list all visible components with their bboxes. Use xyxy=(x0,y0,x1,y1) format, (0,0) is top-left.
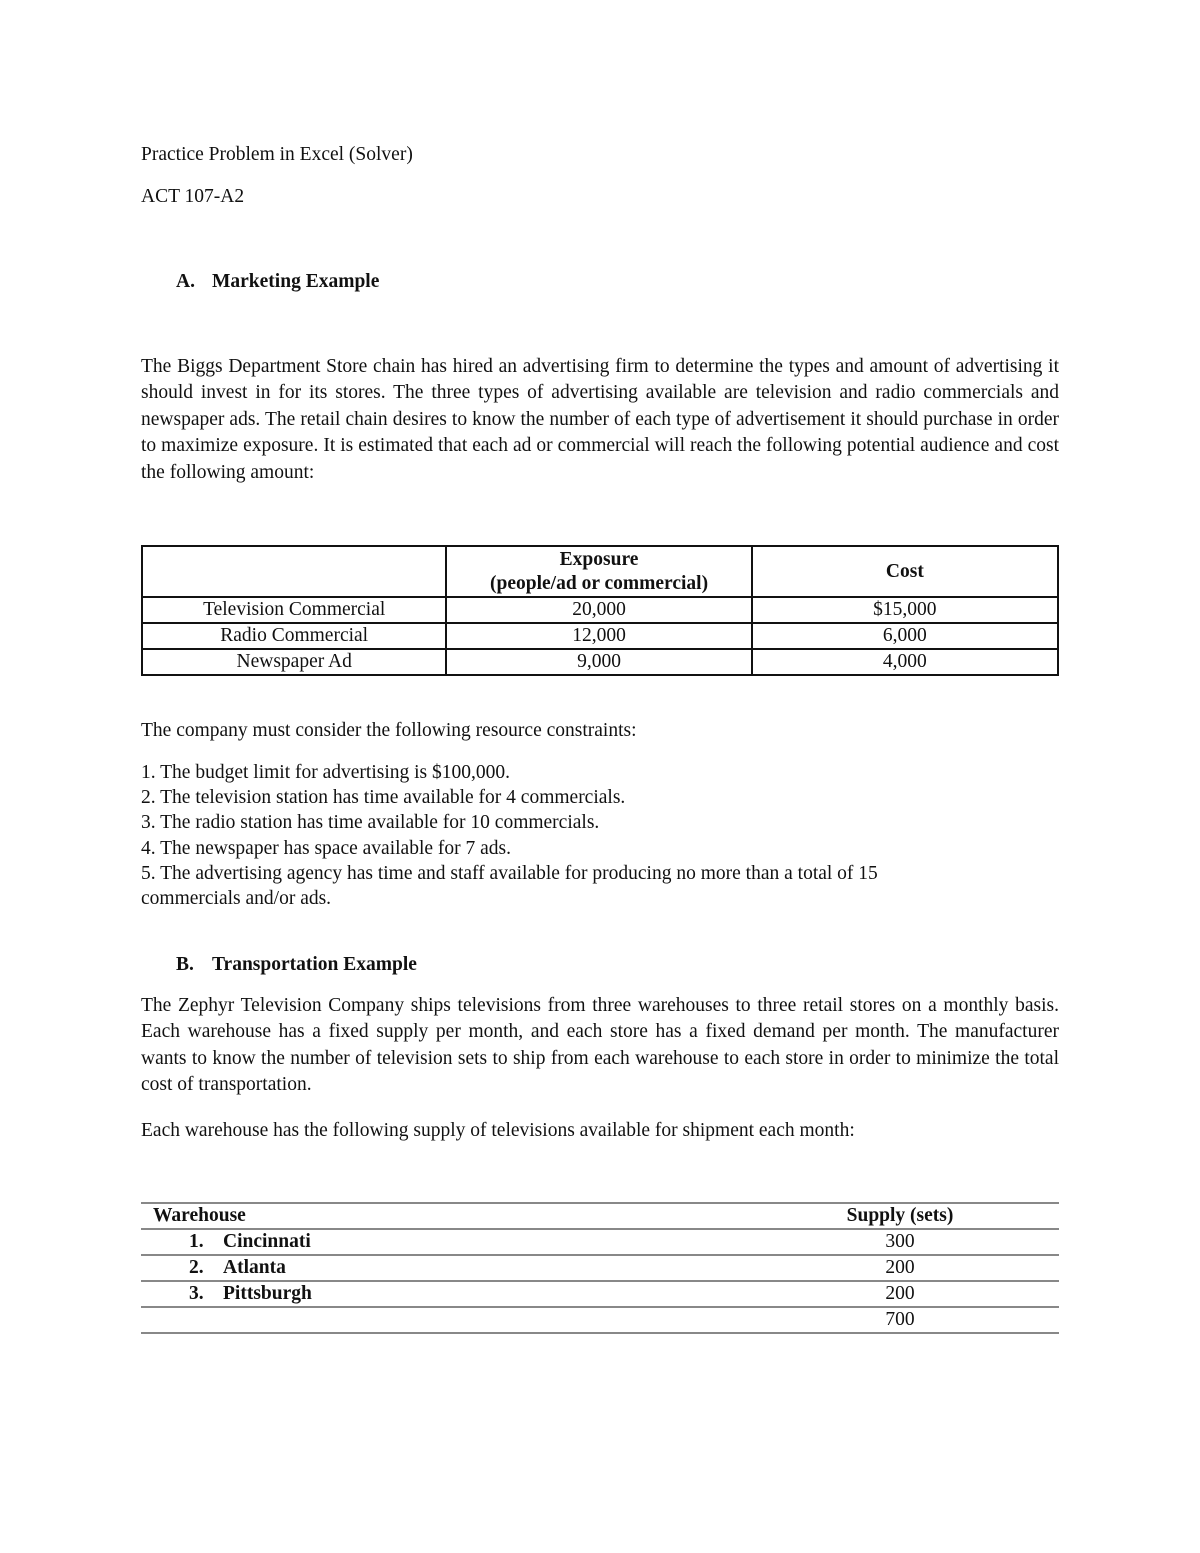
ad-type-cell: Radio Commercial xyxy=(142,623,446,649)
document-title: Practice Problem in Excel (Solver) xyxy=(141,144,413,165)
exposure-cell: 12,000 xyxy=(446,623,751,649)
marketing-table-header xyxy=(142,546,1058,597)
header-empty-cell xyxy=(142,546,446,597)
ad-type-cell: Newspaper Ad xyxy=(142,649,446,675)
header-exposure-line1: Exposure xyxy=(559,548,639,570)
section-b-title: Transportation Example xyxy=(212,954,417,975)
list-item: 4. The newspaper has space available for 7 ads. xyxy=(141,837,511,859)
list-item: 1. The budget limit for advertising is $100,000. xyxy=(141,762,511,783)
warehouse-number: 2. xyxy=(189,1257,204,1278)
total-row xyxy=(141,1307,1059,1333)
section-a-title: Marketing Example xyxy=(212,271,380,292)
ad-type-cell: Television Commercial xyxy=(142,597,446,623)
supply-table-header xyxy=(141,1203,1059,1229)
warehouse-name-cell xyxy=(141,1229,741,1255)
header-cost: Cost xyxy=(752,546,1058,597)
header-warehouse: Warehouse xyxy=(141,1203,741,1229)
section-a-paragraph: The Biggs Department Store chain has hired an advertising firm to determine the types and amount of advertising it should invest in for its stores. The three types of advertising available are television and radio commercials and newspaper ads. The retail chain desires to know the number of each type of advertisement it should purchase in order to maximize exposure. It is estimated that each ad or commercial will reach the following potential audience and cost the following amount: xyxy=(141,356,1059,483)
warehouse-name: Pittsburgh xyxy=(223,1283,312,1304)
table-row xyxy=(141,1255,1059,1281)
warehouse-name: Atlanta xyxy=(223,1257,286,1278)
warehouse-number: 1. xyxy=(189,1231,204,1252)
constraints-list xyxy=(141,760,1059,911)
warehouse-number: 3. xyxy=(189,1283,204,1304)
header-exposure-line2: (people/ad or commercial) xyxy=(490,572,709,594)
total-label-cell xyxy=(141,1307,741,1333)
header-exposure xyxy=(446,546,751,597)
supply-cell: 200 xyxy=(741,1255,1059,1281)
cost-cell: 4,000 xyxy=(752,649,1058,675)
section-a-heading xyxy=(176,269,379,295)
table-row xyxy=(142,623,1058,649)
list-item: 3. The radio station has time available for 10 commercials. xyxy=(141,812,600,834)
constraints-intro: The company must consider the following resource constraints: xyxy=(141,720,637,741)
warehouse-name-cell xyxy=(141,1255,741,1281)
section-b-paragraph: The Zephyr Television Company ships televisions from three warehouses to three retail stores on a monthly basis. Each warehouse has a fixed supply per month, and each store has a fixed demand per month. The manufacturer wants to know the number of television sets to ship from each warehouse to each store in order to minimize the total cost of transportation. xyxy=(141,995,1059,1096)
section-a-letter: A. xyxy=(176,271,195,292)
cost-cell: 6,000 xyxy=(752,623,1058,649)
course-code: ACT 107-A2 xyxy=(141,186,245,207)
table-row xyxy=(141,1281,1059,1307)
exposure-cell: 9,000 xyxy=(446,649,751,675)
table-row xyxy=(142,649,1058,675)
table-row xyxy=(141,1229,1059,1255)
list-item: 5. The advertising agency has time and staff available for producing no more than a total of 15 commercials and/or ads. xyxy=(141,862,878,910)
list-item: 2. The television station has time available for 4 commercials. xyxy=(141,787,626,809)
cost-cell: $15,000 xyxy=(752,597,1058,623)
section-b-letter: B. xyxy=(176,954,194,975)
warehouse-name: Cincinnati xyxy=(223,1231,311,1252)
marketing-table xyxy=(141,545,1059,676)
warehouse-name-cell xyxy=(141,1281,741,1307)
supply-cell: 200 xyxy=(741,1281,1059,1307)
supply-table xyxy=(141,1202,1059,1334)
table-row xyxy=(142,597,1058,623)
total-supply-cell: 700 xyxy=(741,1307,1059,1333)
exposure-cell: 20,000 xyxy=(446,597,751,623)
supply-cell: 300 xyxy=(741,1229,1059,1255)
supply-intro: Each warehouse has the following supply of televisions available for shipment each month: xyxy=(141,1120,855,1141)
header-supply: Supply (sets) xyxy=(741,1203,1059,1229)
section-b-heading xyxy=(176,952,417,978)
